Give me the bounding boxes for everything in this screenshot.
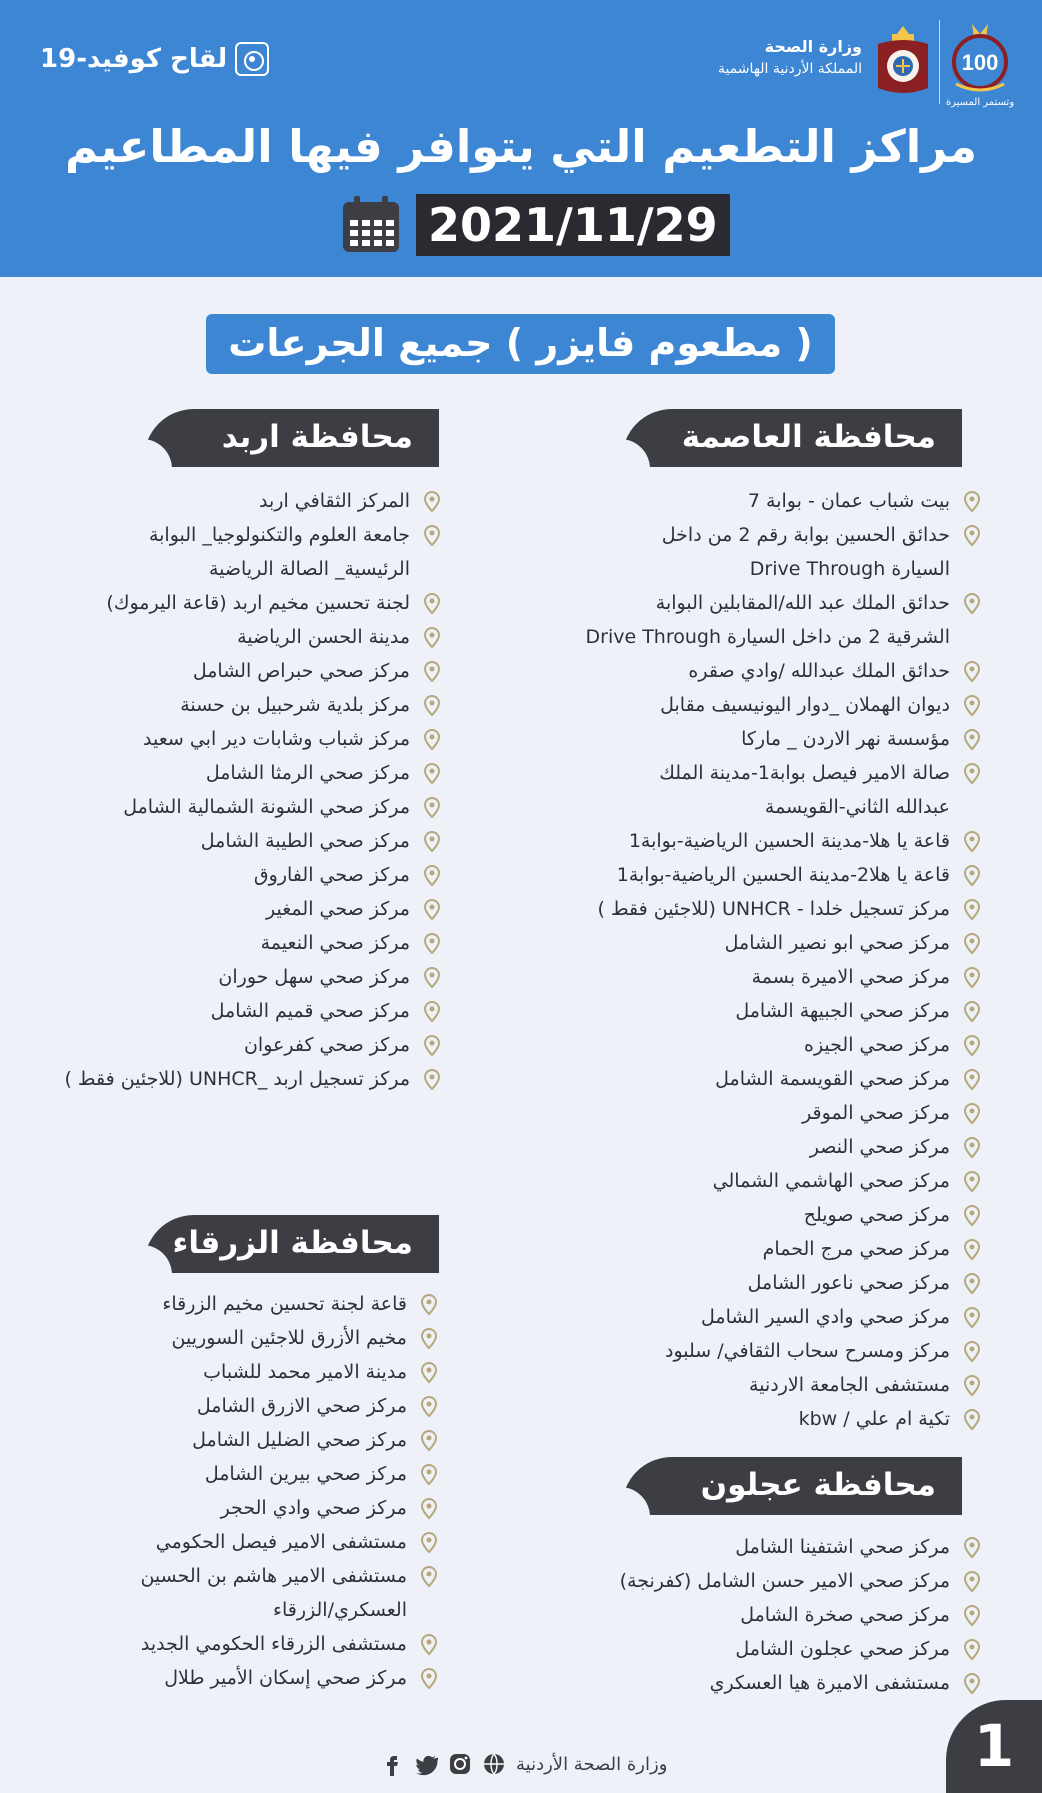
location-pin-icon (962, 1307, 982, 1329)
location-pin-icon (422, 627, 442, 649)
location-pin-icon (962, 1375, 982, 1397)
list-item (582, 994, 982, 1028)
location-pin-icon (422, 1035, 442, 1057)
list-item-text: مستشفى الامير فيصل الحكومي (155, 1531, 407, 1553)
list-item-text: عبدالله الثاني-القويسمة (764, 796, 950, 818)
list-item (19, 1525, 439, 1559)
list-item (582, 586, 982, 620)
list-item (22, 518, 442, 552)
list-item-text: مركز صحي الموقر (802, 1102, 950, 1124)
list-item-text: حدائق الحسين بوابة رقم 2 من داخل (661, 524, 950, 546)
list-item (19, 1355, 439, 1389)
list-item-text: مركز صحي الفاروق (253, 864, 410, 886)
list-item-text: مستشفى الامير هاشم بن الحسين (140, 1565, 407, 1587)
list-item-text: مركز صحي ناعور الشامل (747, 1272, 950, 1294)
zarqa-centers-list (19, 1287, 439, 1695)
location-pin-icon (962, 1171, 982, 1193)
location-pin-icon (419, 1396, 439, 1418)
list-item-text: مركز صحي وادي الحجر (220, 1497, 407, 1519)
list-item-text: مركز صحي اشتفينا الشامل (735, 1536, 950, 1558)
centennial-logo (944, 18, 1016, 108)
list-item (22, 620, 442, 654)
list-item (582, 518, 982, 552)
list-item-text: مدينة الامير محمد للشباب (203, 1361, 407, 1383)
list-item-text: صالة الامير فيصل بوابة1-مدينة الملك (659, 762, 950, 784)
list-item (19, 1559, 439, 1593)
date-row (340, 194, 730, 256)
list-item (22, 892, 442, 926)
location-pin-icon (962, 1571, 982, 1593)
list-item-text: مركز صحي الشونة الشمالية الشامل (123, 796, 410, 818)
location-pin-icon (962, 1205, 982, 1227)
footer-ministry: وزارة الصحة الأردنية (516, 1753, 668, 1775)
list-item-text: مركز صحي ابو نصير الشامل (724, 932, 950, 954)
section-header-ajloun: محافظة عجلون (622, 1457, 962, 1515)
location-pin-icon (962, 865, 982, 887)
list-item-text: مستشفى الاميرة هيا العسكري (709, 1672, 950, 1694)
location-pin-icon (422, 1001, 442, 1023)
instagram-icon (448, 1752, 472, 1776)
list-item (582, 858, 982, 892)
location-pin-icon (422, 899, 442, 921)
list-item-text: مركز صحي الامير حسن الشامل (كفرنجة) (619, 1570, 950, 1592)
list-item-text: بيت شباب عمان - بوابة 7 (747, 490, 950, 512)
location-pin-icon (962, 661, 982, 683)
list-item-text: قاعة يا هلا2-مدينة الحسين الرياضية-بوابة1 (616, 864, 950, 886)
location-pin-icon (962, 1537, 982, 1559)
list-item-text: مركز بلدية شرحبيل بن حسنة (180, 694, 410, 716)
list-item-text: مركز صحي حبراص الشامل (192, 660, 410, 682)
kingdom-name: المملكة الأردنية الهاشمية (717, 61, 862, 77)
list-item-text: مركز صحي الهاشمي الشمالي (712, 1170, 950, 1192)
list-item (22, 960, 442, 994)
list-item (582, 722, 982, 756)
list-item (582, 892, 982, 926)
list-item (19, 1457, 439, 1491)
list-item-text: مركز صحي المغير (266, 898, 410, 920)
coat-of-arms-icon (874, 22, 932, 100)
location-pin-icon (962, 525, 982, 547)
capital-centers-list (582, 484, 982, 1436)
location-pin-icon (419, 1498, 439, 1520)
list-item-text: المركز الثقافي اربد (259, 490, 410, 512)
list-item (22, 1062, 442, 1096)
list-item (19, 1661, 439, 1695)
irbid-centers-list (22, 484, 442, 1096)
list-item-text: تكية ام علي / kbw (798, 1408, 950, 1430)
location-pin-icon (962, 1341, 982, 1363)
list-item (582, 1266, 982, 1300)
list-item-text: مستشفى الزرقاء الحكومي الجديد (140, 1633, 407, 1655)
list-item (582, 484, 982, 518)
list-item-text: مركز صحي النعيمة (260, 932, 410, 954)
list-item (582, 1130, 982, 1164)
list-item (582, 824, 982, 858)
location-pin-icon (422, 695, 442, 717)
list-item (22, 1028, 442, 1062)
list-item-text: مركز صحي الطيبة الشامل (200, 830, 410, 852)
list-item (22, 824, 442, 858)
list-item (582, 960, 982, 994)
location-pin-icon (422, 661, 442, 683)
vaccine-vial-icon (235, 42, 269, 76)
svg-text:100: 100 (961, 50, 999, 75)
location-pin-icon (419, 1566, 439, 1588)
list-item-text: حدائق الملك عبدالله /وادي صقره (688, 660, 950, 682)
list-item (22, 484, 442, 518)
list-item (562, 1666, 982, 1700)
location-pin-icon (962, 1605, 982, 1627)
list-item-text: مركز صحي بيرين الشامل (204, 1463, 407, 1485)
list-item-text: مركز شباب وشابات دير ابي سعيد (143, 728, 410, 750)
list-item (582, 1096, 982, 1130)
location-pin-icon (422, 967, 442, 989)
location-pin-icon (422, 865, 442, 887)
header-banner (0, 0, 1042, 277)
section-header-zarqa: محافظة الزرقاء (144, 1215, 439, 1273)
location-pin-icon (962, 933, 982, 955)
list-item-text: الشرقية 2 من داخل السيارة Drive Through (585, 626, 950, 648)
location-pin-icon (962, 831, 982, 853)
list-item (19, 1287, 439, 1321)
list-item (582, 1402, 982, 1436)
list-item-text: مركز صحي كفرعوان (243, 1034, 410, 1056)
list-item-text: الرئيسية_ الصالة الرياضية (208, 558, 410, 580)
footer (380, 1752, 667, 1776)
list-item-text: مركز صحي النصر (809, 1136, 950, 1158)
list-item (19, 1423, 439, 1457)
list-item (582, 756, 982, 790)
list-item-text: مركز صحي صخرة الشامل (740, 1604, 950, 1626)
location-pin-icon (962, 1239, 982, 1261)
list-item-text: ديوان الهملان _دوار اليونيسيف مقابل (660, 694, 950, 716)
location-pin-icon (422, 763, 442, 785)
location-pin-icon (962, 1103, 982, 1125)
location-pin-icon (419, 1532, 439, 1554)
list-item (19, 1389, 439, 1423)
list-item-text: مركز صحي إسكان الأمير طلال (164, 1667, 407, 1689)
location-pin-icon (962, 1001, 982, 1023)
list-item-text: قاعة لجنة تحسين مخيم الزرقاء (162, 1293, 407, 1315)
location-pin-icon (962, 899, 982, 921)
list-item-text: مدينة الحسن الرياضية (237, 626, 410, 648)
location-pin-icon (962, 1639, 982, 1661)
list-item (582, 688, 982, 722)
list-item-text: مركز صحي الجيزه (803, 1034, 950, 1056)
vaccine-label-text: لقاح كوفيد-19 (40, 44, 228, 74)
location-pin-icon (422, 831, 442, 853)
list-item-text: مركز صحي الرمثا الشامل (205, 762, 410, 784)
list-item (582, 1232, 982, 1266)
list-item (582, 926, 982, 960)
list-item (19, 1627, 439, 1661)
centennial-100-icon (944, 18, 1016, 92)
list-item (22, 790, 442, 824)
location-pin-icon (422, 491, 442, 513)
location-pin-icon (419, 1294, 439, 1316)
ministry-block (718, 36, 862, 80)
header-divider (939, 20, 940, 104)
list-item-text: مركز ومسرح سحاب الثقافي/ سلبود (665, 1340, 950, 1362)
list-item (582, 1368, 982, 1402)
vaccine-type-banner: ( مطعوم فايزر ) جميع الجرعات (206, 314, 835, 374)
list-item-text: مركز صحي القويسمة الشامل (715, 1068, 950, 1090)
location-pin-icon (422, 729, 442, 751)
list-item-text: السيارة Drive Through (749, 558, 950, 580)
list-item (22, 756, 442, 790)
globe-icon (482, 1752, 506, 1776)
location-pin-icon (962, 729, 982, 751)
list-item-text: العسكري/الزرقاء (273, 1599, 407, 1621)
location-pin-icon (962, 967, 982, 989)
location-pin-icon (962, 1273, 982, 1295)
location-pin-icon (962, 695, 982, 717)
location-pin-icon (962, 1409, 982, 1431)
list-item (582, 552, 982, 586)
list-item (582, 1198, 982, 1232)
location-pin-icon (422, 797, 442, 819)
list-item (562, 1632, 982, 1666)
location-pin-icon (422, 1069, 442, 1091)
list-item-text: مركز صحي الازرق الشامل (196, 1395, 407, 1417)
location-pin-icon (422, 525, 442, 547)
list-item (582, 1334, 982, 1368)
calendar-icon (340, 194, 402, 256)
ajloun-centers-list (562, 1530, 982, 1700)
list-item-text: مركز صحي صويلح (803, 1204, 950, 1226)
list-item (562, 1598, 982, 1632)
page-title: مراكز التطعيم التي يتوافر فيها المطاعيم (65, 120, 977, 173)
location-pin-icon (419, 1362, 439, 1384)
list-item-text: قاعة يا هلا-مدينة الحسين الرياضية-بوابة1 (628, 830, 950, 852)
list-item (22, 722, 442, 756)
list-item (562, 1530, 982, 1564)
location-pin-icon (962, 491, 982, 513)
list-item-text: مؤسسة نهر الاردن _ ماركا (741, 728, 950, 750)
centennial-tagline: وتستمر المسيرة (945, 97, 1015, 108)
twitter-icon (414, 1752, 438, 1776)
list-item-text: مركز صحي قميم الشامل (210, 1000, 410, 1022)
list-item (582, 1164, 982, 1198)
section-header-irbid: محافظة اربد (144, 409, 439, 467)
list-item (582, 620, 982, 654)
list-item (22, 926, 442, 960)
list-item-text: حدائق الملك عبد الله/المقابلين البوابة (655, 592, 950, 614)
location-pin-icon (962, 763, 982, 785)
list-item (22, 586, 442, 620)
list-item (22, 858, 442, 892)
page-number: 1 (946, 1700, 1042, 1793)
list-item (582, 790, 982, 824)
location-pin-icon (962, 1035, 982, 1057)
list-item (562, 1564, 982, 1598)
list-item (582, 1300, 982, 1334)
list-item-text: مركز صحي الضليل الشامل (192, 1429, 407, 1451)
location-pin-icon (962, 593, 982, 615)
location-pin-icon (419, 1430, 439, 1452)
list-item (19, 1593, 439, 1627)
list-item (22, 994, 442, 1028)
location-pin-icon (962, 1137, 982, 1159)
list-item-text: مركز صحي مرج الحمام (762, 1238, 950, 1260)
vaccine-label (40, 42, 269, 76)
list-item-text: مركز صحي وادي السير الشامل (701, 1306, 950, 1328)
list-item-text: مركز صحي الاميرة بسمة (751, 966, 950, 988)
list-item (582, 1062, 982, 1096)
list-item-text: مركز تسجيل خلدا - UNHCR (للاجئين فقط ) (597, 898, 950, 920)
list-item (19, 1491, 439, 1525)
list-item-text: مركز تسجيل اربد _UNHCR (للاجئين فقط ) (64, 1068, 410, 1090)
list-item-text: مستشفى الجامعة الاردنية (749, 1374, 950, 1396)
list-item (22, 654, 442, 688)
facebook-icon (380, 1752, 404, 1776)
location-pin-icon (422, 593, 442, 615)
list-item-text: مركز صحي الجبيهة الشامل (735, 1000, 950, 1022)
location-pin-icon (419, 1328, 439, 1350)
section-header-capital: محافظة العاصمة (622, 409, 962, 467)
location-pin-icon (419, 1668, 439, 1690)
list-item-text: لجنة تحسين مخيم اربد (قاعة اليرموك) (106, 592, 410, 614)
list-item-text: مركز صحي عجلون الشامل (735, 1638, 950, 1660)
ministry-name: وزارة الصحة (764, 37, 862, 56)
list-item-text: جامعة العلوم والتكنولوجيا_ البوابة (148, 524, 410, 546)
list-item (582, 654, 982, 688)
list-item (19, 1321, 439, 1355)
location-pin-icon (419, 1634, 439, 1656)
date-badge: 2021/11/29 (416, 194, 730, 256)
location-pin-icon (419, 1464, 439, 1486)
list-item (582, 1028, 982, 1062)
list-item-text: مركز صحي سهل حوران (218, 966, 410, 988)
location-pin-icon (962, 1673, 982, 1695)
location-pin-icon (422, 933, 442, 955)
list-item-text: مخيم الأزرق للاجئين السوريين (171, 1327, 407, 1349)
list-item (22, 688, 442, 722)
location-pin-icon (962, 1069, 982, 1091)
list-item (22, 552, 442, 586)
